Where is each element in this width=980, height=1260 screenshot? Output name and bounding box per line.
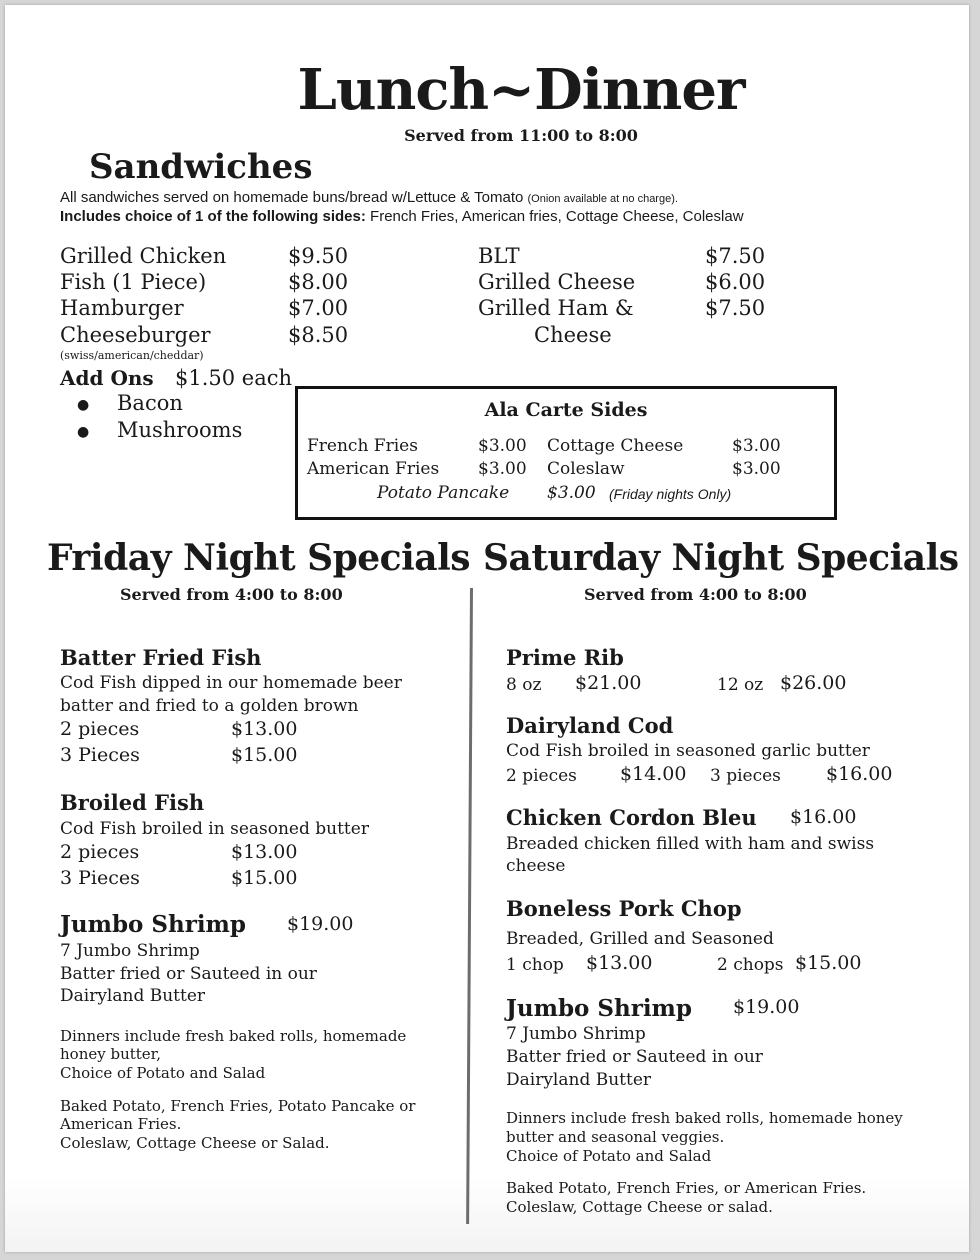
menu-item-price: $9.50 [288, 244, 349, 268]
side-price: $3.00 [732, 436, 781, 456]
addon-item: Bacon [117, 391, 183, 415]
menu-item-name: Fish (1 Piece) [60, 270, 207, 294]
dish-option: 3 Pieces [60, 744, 140, 766]
friday-footer-note: honey butter, [60, 1045, 161, 1063]
dish-price: $16.00 [790, 806, 857, 828]
menu-item-name: Grilled Ham & [478, 296, 634, 320]
dish-name: Jumbo Shrimp [60, 911, 246, 938]
dish-option: 2 pieces [60, 718, 140, 740]
menu-item-price: $7.00 [288, 296, 349, 320]
dish-price: $13.00 [586, 952, 653, 974]
sandwiches-sides-note: Includes choice of 1 of the following sides: French Fries, American fries, Cottage Cheese, Coleslaw [60, 208, 744, 225]
addons-price: $1.50 each [175, 366, 293, 390]
menu-page [5, 5, 969, 1252]
dish-name: Jumbo Shrimp [506, 995, 692, 1022]
side-price: $3.00 [547, 483, 596, 503]
addons-label: Add Ons [60, 366, 154, 390]
menu-item-name-cont: Cheese [534, 323, 612, 347]
side-name: Coleslaw [547, 459, 625, 479]
menu-item-name: Grilled Chicken [60, 244, 227, 268]
sandwiches-note: All sandwiches served on homemade buns/bread w/Lettuce & Tomato (Onion available at no charge). [60, 189, 678, 206]
side-price: $3.00 [478, 459, 527, 479]
dish-option: 1 chop [506, 955, 564, 975]
sandwiches-heading: Sandwiches [89, 147, 313, 187]
dish-description: Cod Fish broiled in seasoned garlic butter [506, 741, 870, 761]
menu-item-name: Hamburger [60, 296, 184, 320]
side-name: Cottage Cheese [547, 436, 684, 456]
saturday-heading: Saturday Night Specials [483, 537, 959, 579]
friday-footer-note: American Fries. [60, 1115, 182, 1133]
menu-item-name: Grilled Cheese [478, 270, 636, 294]
dish-description: Batter fried or Sauteed in our [506, 1047, 763, 1067]
menu-item-price: $7.50 [705, 244, 766, 268]
dish-price: $16.00 [826, 763, 893, 785]
dish-description: Dairyland Butter [60, 986, 206, 1006]
dish-description: 7 Jumbo Shrimp [506, 1024, 646, 1044]
dish-price: $19.00 [733, 996, 800, 1018]
saturday-served-hours: Served from 4:00 to 8:00 [584, 585, 807, 604]
friday-footer-note: Dinners include fresh baked rolls, homemade [60, 1027, 407, 1045]
dish-description: Breaded chicken filled with ham and swiss [506, 834, 875, 854]
friday-footer-note: Choice of Potato and Salad [60, 1064, 266, 1082]
menu-item-price: $6.00 [705, 270, 766, 294]
dish-option: 12 oz [717, 675, 764, 695]
side-name: Potato Pancake [377, 483, 510, 503]
dish-price: $19.00 [287, 913, 354, 935]
side-availability-note: (Friday nights Only) [609, 486, 732, 502]
side-price: $3.00 [732, 459, 781, 479]
dish-option: 2 chops [717, 955, 784, 975]
dish-price: $15.00 [231, 867, 298, 889]
dish-description: Breaded, Grilled and Seasoned [506, 929, 774, 949]
dish-price: $21.00 [575, 672, 642, 694]
dish-price: $15.00 [231, 744, 298, 766]
dish-price: $13.00 [231, 841, 298, 863]
dish-name: Broiled Fish [60, 790, 205, 815]
friday-served-hours: Served from 4:00 to 8:00 [120, 585, 343, 604]
page-title: Lunch~Dinner [297, 57, 745, 123]
dish-option: 8 oz [506, 675, 542, 695]
side-name: American Fries [307, 459, 440, 479]
dish-option: 3 Pieces [60, 867, 140, 889]
bullet-icon: ● [77, 397, 90, 413]
dish-option: 2 pieces [60, 841, 140, 863]
dish-price: $13.00 [231, 718, 298, 740]
dish-name: Dairyland Cod [506, 713, 674, 738]
saturday-footer-note: Coleslaw, Cottage Cheese or salad. [506, 1198, 773, 1216]
bullet-icon: ● [77, 424, 90, 440]
side-name: French Fries [307, 436, 418, 456]
dish-description: Dairyland Butter [506, 1070, 652, 1090]
dish-description: 7 Jumbo Shrimp [60, 941, 200, 961]
dish-option: 2 pieces [506, 766, 577, 786]
column-divider [466, 588, 473, 1224]
dish-price: $14.00 [620, 763, 687, 785]
dish-description: Cod Fish broiled in seasoned butter [60, 819, 369, 839]
saturday-footer-note: butter and seasonal veggies. [506, 1128, 725, 1146]
menu-item-price: $7.50 [705, 296, 766, 320]
cheese-options-note: (swiss/american/cheddar) [60, 349, 204, 362]
friday-heading: Friday Night Specials [47, 537, 471, 579]
ala-carte-title: Ala Carte Sides [484, 399, 648, 421]
dish-price: $26.00 [780, 672, 847, 694]
dish-description: batter and fried to a golden brown [60, 696, 359, 716]
dish-name: Boneless Pork Chop [506, 896, 742, 921]
menu-item-price: $8.00 [288, 270, 349, 294]
saturday-footer-note: Baked Potato, French Fries, or American Fries. [506, 1179, 867, 1197]
menu-item-name: BLT [478, 244, 520, 268]
friday-footer-note: Coleslaw, Cottage Cheese or Salad. [60, 1134, 330, 1152]
dish-description: Cod Fish dipped in our homemade beer [60, 673, 402, 693]
page-served-hours: Served from 11:00 to 8:00 [404, 126, 638, 145]
menu-item-name: Cheeseburger [60, 323, 211, 347]
friday-footer-note: Baked Potato, French Fries, Potato Pancake or [60, 1097, 416, 1115]
dish-name: Batter Fried Fish [60, 645, 262, 670]
side-price: $3.00 [478, 436, 527, 456]
dish-price: $15.00 [795, 952, 862, 974]
dish-name: Prime Rib [506, 645, 624, 670]
dish-description: Batter fried or Sauteed in our [60, 964, 317, 984]
saturday-footer-note: Dinners include fresh baked rolls, homemade honey [506, 1109, 903, 1127]
ala-carte-box [295, 386, 837, 520]
dish-name: Chicken Cordon Bleu [506, 805, 757, 830]
dish-option: 3 pieces [710, 766, 781, 786]
menu-item-price: $8.50 [288, 323, 349, 347]
addon-item: Mushrooms [117, 418, 243, 442]
saturday-footer-note: Choice of Potato and Salad [506, 1147, 712, 1165]
dish-description: cheese [506, 856, 566, 876]
